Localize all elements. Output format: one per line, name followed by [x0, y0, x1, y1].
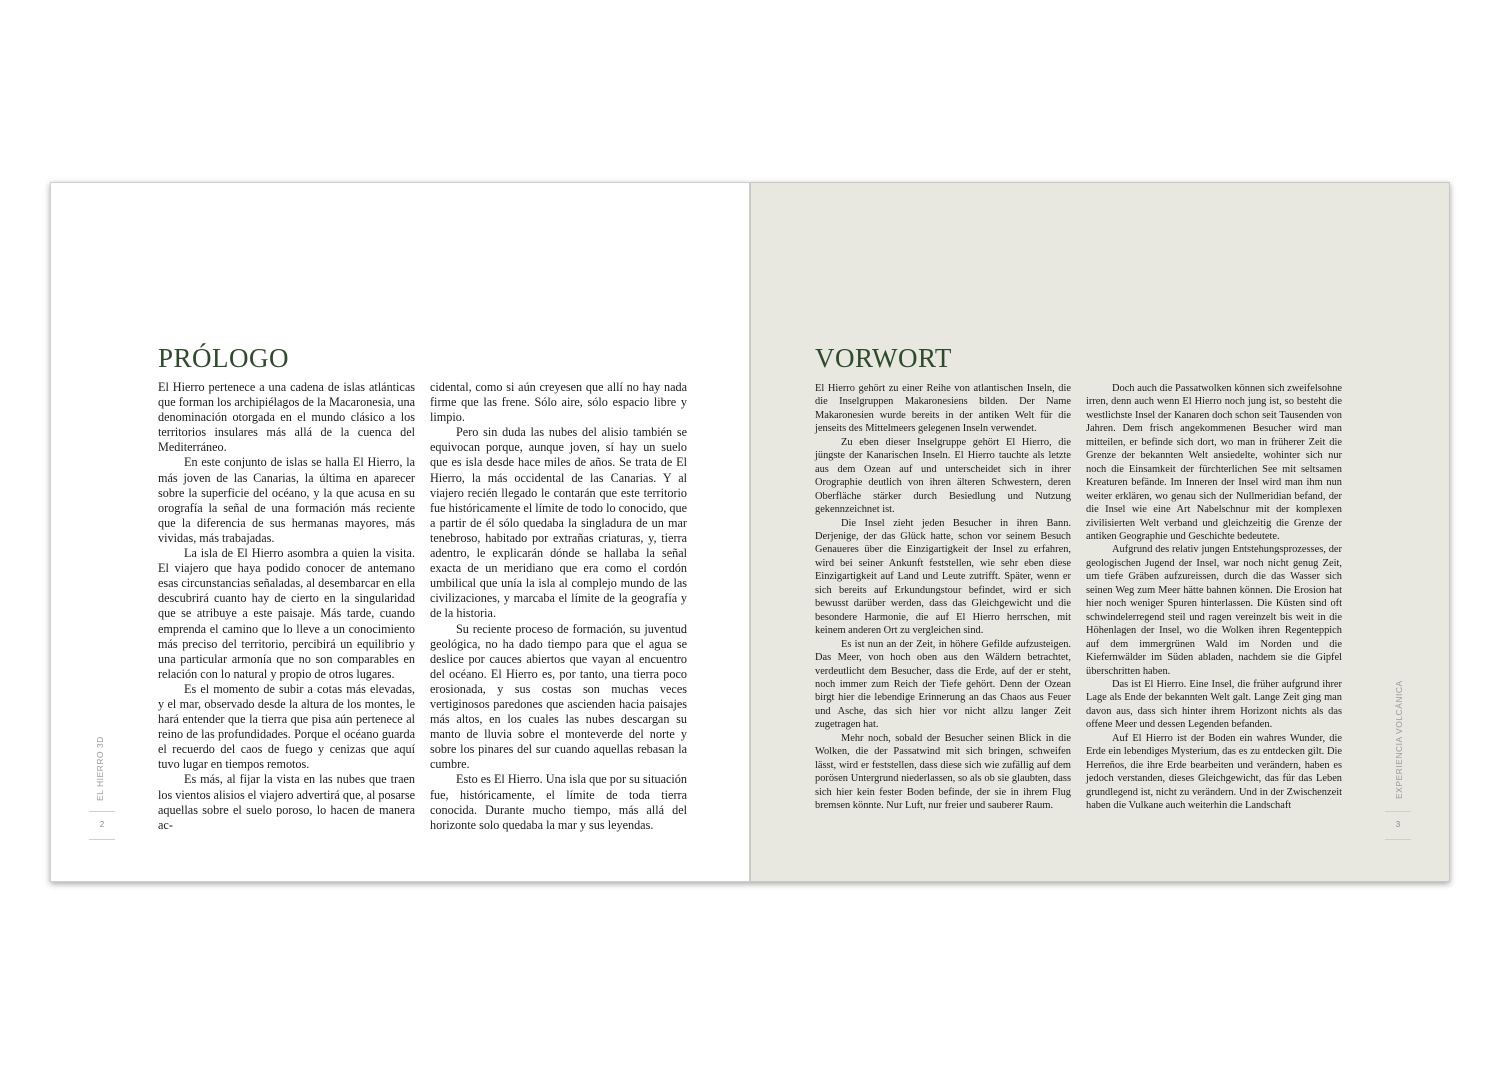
- paragraph: Auf El Hierro ist der Boden ein wahres Wunder, die Erde ein lebendiges Mysterium, das es zu entdecken gilt. Die Herreños, die ihre Erde bearbeiten und verändern, haben es jedoch verstanden, dieses Gleichgewicht, das für das Leben grundlegend ist, nicht zu verändern. Und in der Zwischenzeit haben die Vulkane auch weiterhin die Landschaft: [1086, 732, 1342, 812]
- paragraph: Das ist El Hierro. Eine Insel, die früher aufgrund ihrer Lage als Ende der bekannten Welt galt. Lange Zeit ging man davon aus, dass sich hinter ihrem Horizont nichts als das offene Meer und dessen Legenden befanden.: [1086, 678, 1342, 731]
- paragraph: Die Insel zieht jeden Besucher in ihren Bann. Derjenige, der das Glück hatte, schon vor seinem Besuch Genaueres über die Einzigartigkeit der Insel zu erfahren, wird bei seiner Ankunft feststellen, wie sehr eben diese Einzigartigkeit auf Land und Leute zutrifft. Später, wenn er sich bereits auf Erkundungstour befindet, wird er sich bewusst darüber werden, dass das Gleichgewicht und die besondere Harmonie, die auf El Hierro herrschen, mit keinem anderen Ort zu vergleichen sind.: [815, 517, 1071, 637]
- paragraph: La isla de El Hierro asombra a quien la visita. El viajero que haya podido conocer de antemano esas circunstancias señaladas, al desembarcar en ella descubrirá cuanto hay de cierto en la singularidad que se atribuye a este paisaje. Más tarde, cuando emprenda el camino que lo lleve a un conocimiento más preciso del territorio, percibirá un equilibrio y una particular armonía que no son comparables en relación con lo natural y propio de otros lugares.: [158, 546, 415, 681]
- paragraph: Mehr noch, sobald der Besucher seinen Blick in die Wolken, die der Passatwind mit sich bringen, schweifen lässt, wird er feststellen, dass diese sich wie zufällig auf dem porösen Untergrund niederlassen, so als ob sie glaubten, dass sich hier kein fester Boden befinde, der sie in ihrem Flug bremsen könnte. Nur Luft, nur freier und sauberer Raum.: [815, 732, 1071, 812]
- text-column-2: [1086, 382, 1342, 813]
- paragraph: Es más, al fijar la vista en las nubes que traen los vientos alisios el viajero advertirá que, al posarse aquellas sobre el suelo poroso, lo hacen de manera ac-: [158, 772, 415, 832]
- paragraph: Zu eben dieser Inselgruppe gehört El Hierro, die jüngste der Kanarischen Inseln. El Hierro tauchte als letzte aus dem Ozean auf und unterscheidet sich in ihrer Orographie deutlich von ihren älteren Schwestern, deren Oberfläche stärker durch Besiedlung und Nutzung gekennzeichnet ist.: [815, 436, 1071, 516]
- page-number: 3: [1395, 820, 1401, 829]
- paragraph: Doch auch die Passatwolken können sich zweifelsohne irren, denn auch wenn El Hierro noch jung ist, so besteht die westlichste Insel der Kanaren doch schon seit Tausenden von Jahren. Dem frisch angekommenen Besucher wird man mitteilen, er befinde sich dort, wo man in früherer Zeit die Grenze der bekannten Welt ansiedelte, wohinter sich nur noch die Einsamkeit der fürchterlichen See mit seltsamen Kreaturen befände. Im Inneren der Insel wird man ihm nun weiter erklären, wo genau sich der Nullmeridian befand, der die Insel wie eine Art Nabelschnur mit der komplexen zivilisierten Welt verband und gleichzeitig die Grenze der antiken Geographie und Geschichte bedeutete.: [1086, 383, 1342, 542]
- running-head-vertical: EXPERIENCIA VOLCÁNICA: [1394, 680, 1404, 799]
- paragraph: Pero sin duda las nubes del alisio también se equivocan porque, aunque joven, sí hay un suelo que es isla desde hace miles de años. Se trata de El Hierro, la más occidental de las Canarias. Y al viajero recién llegado le contarán que este territorio fue históricamente el límite de todo lo conocido, que a partir de él sólo quedaba la singladura de un mar tenebroso, habitado por extrañas criaturas, y, tierra adentro, le explicarán dónde se hallaba la señal exacta de un meridiano que era como el cordón umbilical que unía la isla al complejo mundo de las civilizaciones, y marcaba el límite de la geografía y de la historia.: [430, 425, 687, 621]
- running-head-vertical: EL HIERRO 3D: [95, 736, 105, 801]
- paragraph: El Hierro gehört zu einer Reihe von atlantischen Inseln, die die Inselgruppen Makaronesiens bilden. Der Name Makaronesien wurde bereits in der antiken Welt für die jenseits des Mittelmeers gelegenen Inseln verwendet.: [815, 383, 1071, 435]
- text-column-1: [158, 380, 415, 833]
- folio-rule: [1385, 811, 1411, 812]
- text-column-2: [430, 380, 687, 833]
- left-page: [50, 182, 750, 882]
- page-number: 2: [99, 820, 105, 829]
- book-spread: [50, 182, 1450, 882]
- right-page: [750, 182, 1450, 882]
- paragraph: Esto es El Hierro. Una isla que por su situación fue, históricamente, el límite de toda tierra conocida. Durante mucho tiempo, más allá del horizonte solo quedaba la mar y sus leyendas.: [430, 772, 687, 832]
- paragraph: Aufgrund des relativ jungen Entstehungsprozesses, der geologischen Jugend der Insel, war noch nicht genug Zeit, um tiefe Gräben aufzureissen, durch die das Wasser sich seinen Weg zum Meer hätte bahnen können. Die Erosion hat hier noch weniger Spuren hinterlassen. Die Küsten sind oft schwindelerregend steil und ragen vereinzelt bis weit in die Höhenlagen der Insel, wo die Wolken ihren Regenteppich auf dem immergrünen Wald im Norden und die Kiefernwälder im Süden abladen, nachdem sie die Gipfel überschritten haben.: [1086, 544, 1342, 677]
- folio-rule: [89, 811, 115, 812]
- paragraph: cidental, como si aún creyesen que allí no hay nada firme que las frene. Sólo aire, sólo espacio libre y limpio.: [430, 380, 687, 425]
- page-title-vorwort: VORWORT: [815, 343, 952, 373]
- text-column-1: [815, 382, 1071, 813]
- folio-rule: [1385, 839, 1411, 840]
- paragraph: Su reciente proceso de formación, su juventud geológica, no ha dado tiempo para que el agua se deslice por cauces abiertos que vayan al encuentro del océano. El Hierro es, por tanto, una tierra poco erosionada, y sus costas son muchas veces vertiginosos paredones que ascienden hacia paisajes más altos, en los cuales las nubes descargan su manto de lluvia sobre el monteverde del norte y sobre los pinares del sur cuando aquellas rebasan la cumbre.: [430, 621, 687, 772]
- paragraph: Es ist nun an der Zeit, in höhere Gefilde aufzusteigen. Das Meer, von hoch oben aus den Wäldern betrachtet, verdeutlicht dem Besucher, dass die Erde, auf der er steht, noch immer zum Reich der Tiefe gehört. Denn der Ozean birgt hier die lebendige Erinnerung an das Chaos aus Feuer und Asche, das sich hier vor nicht allzu langer Zeit zugetragen hat.: [815, 638, 1071, 731]
- page-title-prologo: PRÓLOGO: [158, 343, 290, 373]
- paragraph: El Hierro pertenece a una cadena de islas atlánticas que forman los archipiélagos de la Macaronesia, una denominación otorgada en el mundo clásico a los territorios insulares más allá de la cuenca del Mediterráneo.: [158, 380, 415, 455]
- folio-rule: [89, 839, 115, 840]
- paragraph: Es el momento de subir a cotas más elevadas, y el mar, observado desde la altura de los montes, le hará entender que la tierra que pisa aún pertenece al reino de las profundidades. Porque el océano guarda el recuerdo del caos de fuego y cenizas que aquí tuvo lugar en tiempos remotos.: [158, 681, 415, 772]
- paragraph: En este conjunto de islas se halla El Hierro, la más joven de las Canarias, la última en aparecer sobre la superficie del océano, y la que acusa en su orografía la señal de una formación más reciente que la diferencia de sus hermanas mayores, más vividas, más trabajadas.: [158, 455, 415, 545]
